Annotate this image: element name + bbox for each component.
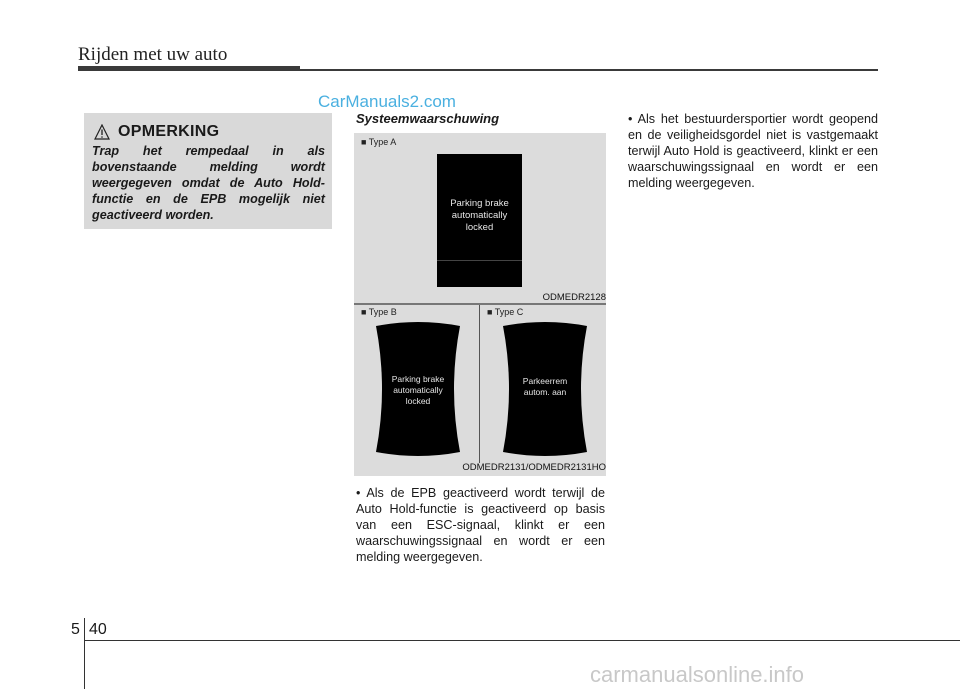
footer-vertical-rule [84, 618, 85, 689]
page-number: 40 [89, 621, 107, 638]
figure-divider [354, 303, 606, 305]
type-c-line: Parkeerrem [522, 376, 568, 386]
display-separator [437, 260, 522, 261]
header-accent-bar [78, 66, 300, 71]
type-b-line: automatically [393, 385, 443, 395]
footer-horizontal-rule [84, 640, 960, 641]
type-b-line: locked [405, 396, 431, 406]
note-heading: OPMERKING [118, 123, 220, 140]
figure-code-bc: ODMEDR2131/ODMEDR2131HO [462, 462, 606, 473]
note-heading-row [94, 121, 219, 143]
watermark-bottom: carmanualsonline.info [590, 662, 805, 687]
bullet-driver-door: • Als het bestuurdersportier wordt geopend en de veiligheidsgordel niet is vastgemaakt terwijl Auto Hold is geactiveerd, klinkt er een waarschuwingssignaal en wordt er een melding weergegeven. [628, 112, 878, 190]
watermark-top: CarManuals2.com [318, 92, 456, 111]
header-rule [300, 69, 878, 71]
type-c-line: autom. aan [523, 387, 567, 397]
type-a-label: ■ Type A [361, 137, 397, 147]
figure-divider-vertical [479, 305, 480, 463]
type-a-line: automatically [451, 210, 508, 221]
note-text: Trap het rempedaal in als bovenstaande melding wordt weergegeven omdat de Auto Hold-functie en de EPB mogelijk niet geactiveerd worden. [92, 144, 325, 222]
type-b-message [372, 374, 464, 407]
figure-panel [354, 133, 606, 476]
type-c-message [499, 376, 591, 398]
type-a-message [437, 198, 522, 234]
note-box [84, 113, 332, 229]
type-a-line: Parking brake [450, 198, 509, 209]
type-a-display [437, 154, 522, 287]
type-a-line: locked [465, 222, 494, 233]
section-title: Systeemwaarschuwing [356, 111, 500, 126]
page-header-title: Rijden met uw auto [78, 44, 228, 65]
warning-triangle-icon [94, 124, 110, 140]
type-b-label: ■ Type B [361, 307, 397, 317]
bullet-epb-activation: • Als de EPB geactiveerd wordt terwijl de Auto Hold-functie is geactiveerd op basis van een ESC-signaal, klinkt er een waarschuwingssignaal en wordt er een melding weergegeven. [356, 486, 605, 564]
type-b-line: Parking brake [391, 374, 445, 384]
type-c-label: ■ Type C [487, 307, 524, 317]
figure-code-a: ODMEDR2128 [542, 292, 606, 303]
chapter-number: 5 [71, 621, 80, 638]
